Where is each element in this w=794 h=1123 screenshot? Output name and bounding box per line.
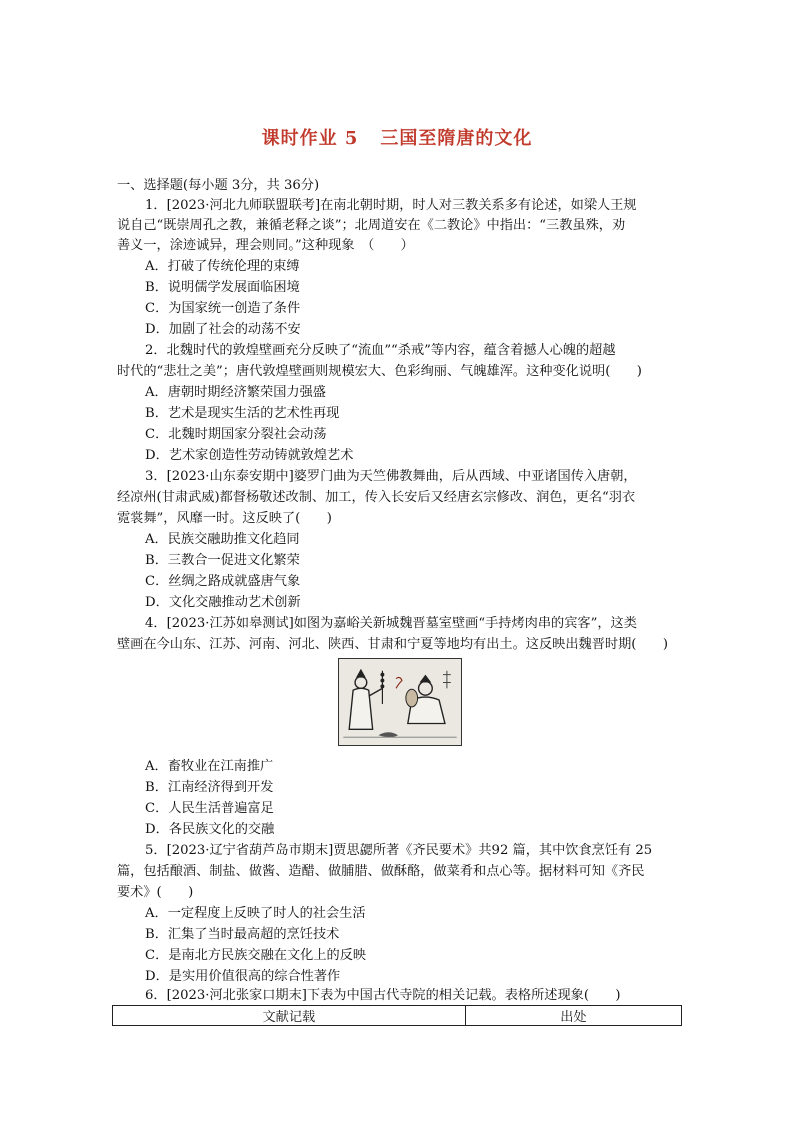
q1-stem-line-2: 说自己“既崇周孔之教，兼循老释之谈”；北周道安在《二教论》中指出：“三教虽殊，劝 bbox=[117, 218, 626, 233]
q1-option-c: C．为国家统一创造了条件 bbox=[145, 301, 301, 316]
q2-option-a: A．唐朝时期经济繁荣国力强盛 bbox=[145, 385, 326, 400]
q1-option-a: A．打破了传统伦理的束缚 bbox=[145, 259, 300, 274]
q1-option-b: B．说明儒学发展面临困境 bbox=[145, 280, 300, 295]
title-left: 课时作业 5 bbox=[261, 128, 359, 149]
mural-figure bbox=[338, 658, 462, 746]
q1-stem-line-1: 1．[2023·河北九师联盟联考]在南北朝时期，时人对三教关系多有论述，如梁人王规 bbox=[145, 198, 637, 213]
q3-option-b: B．三教合一促进文化繁荣 bbox=[145, 553, 300, 568]
table-header-row bbox=[113, 1006, 682, 1026]
q5-stem-line-1: 5．[2023·辽宁省葫芦岛市期末]贾思勰所著《齐民要术》共92 篇，其中饮食烹饪有 25 bbox=[145, 843, 653, 858]
title-right: 三国至隋唐的文化 bbox=[380, 128, 533, 149]
q5-option-c: C．是南北方民族交融在文化上的反映 bbox=[145, 948, 367, 963]
q5-stem-line-2: 篇，包括酿酒、制盐、做酱、造醋、做脯腊、做酥酪，做菜肴和点心等。据材料可知《齐民 bbox=[117, 864, 645, 879]
q4-option-c: C．人民生活普遍富足 bbox=[145, 801, 274, 816]
q3-stem-line-2: 经凉州(甘肃武威)都督杨敬述改制、加工，传入长安后又经唐玄宗修改、润色，更名“羽衣 bbox=[117, 490, 636, 505]
q3-stem-line-1: 3．[2023·山东泰安期中]婆罗门曲为天竺佛教舞曲，后从西域、中亚诸国传入唐朝， bbox=[145, 469, 637, 484]
table-header-source: 出处 bbox=[465, 1006, 681, 1026]
q2-option-b: B．艺术是现实生活的艺术性再现 bbox=[145, 406, 340, 421]
q1-option-d: D．加剧了社会的动荡不安 bbox=[145, 322, 301, 337]
q2-option-c: C．北魏时期国家分裂社会动荡 bbox=[145, 427, 327, 442]
q6-stem-line-1: 6．[2023·河北张家口期末]下表为中国古代寺院的相关记载。表格所述现象( ) bbox=[145, 988, 621, 1003]
q3-option-a: A．民族交融助推文化趋同 bbox=[145, 532, 300, 547]
mural-illustration bbox=[339, 659, 461, 745]
q4-stem-line-1: 4．[2023·江苏如皋测试]如图为嘉峪关新城魏晋墓室壁画“手持烤肉串的宾客”，这类 bbox=[145, 616, 637, 631]
q6-table bbox=[112, 1005, 682, 1026]
q1-stem-line-3: 善义一，涂迹诚异，理会则同。”这种现象 （ ） bbox=[117, 238, 414, 253]
q3-stem-line-3: 霓裳舞”，风靡一时。这反映了( ) bbox=[117, 511, 332, 526]
q4-option-a: A．畜牧业在江南推广 bbox=[145, 759, 274, 774]
q4-option-b: B．江南经济得到开发 bbox=[145, 780, 274, 795]
page-title bbox=[0, 124, 794, 150]
q3-option-d: D．文化交融推动艺术创新 bbox=[145, 595, 301, 610]
q5-option-b: B．汇集了当时最高超的烹饪技术 bbox=[145, 927, 340, 942]
q5-option-a: A．一定程度上反映了时人的社会生活 bbox=[145, 906, 366, 921]
q4-option-d: D．各民族文化的交融 bbox=[145, 822, 275, 837]
q5-stem-line-3: 要术》( ) bbox=[117, 885, 194, 900]
table-header-record: 文献记载 bbox=[113, 1006, 466, 1026]
section-heading: 一、选择题(每小题 3分，共 36分) bbox=[117, 178, 320, 193]
q2-option-d: D．艺术家创造性劳动铸就敦煌艺术 bbox=[145, 448, 354, 463]
q5-option-d: D．是实用价值很高的综合性著作 bbox=[145, 969, 341, 984]
q4-stem-line-2: 壁画在今山东、江苏、河南、河北、陕西、甘肃和宁夏等地均有出土。这反映出魏晋时期( ) bbox=[117, 637, 668, 652]
q2-stem-line-2: 时代的“悲壮之美”；唐代敦煌壁画则规模宏大、色彩绚丽、气魄雄浑。这种变化说明( ) bbox=[117, 364, 642, 379]
q3-option-c: C．丝绸之路成就盛唐气象 bbox=[145, 574, 301, 589]
q2-stem-line-1: 2．北魏时代的敦煌壁画充分反映了“流血”“杀戒”等内容，蕴含着撼人心魄的超越 bbox=[145, 343, 616, 358]
